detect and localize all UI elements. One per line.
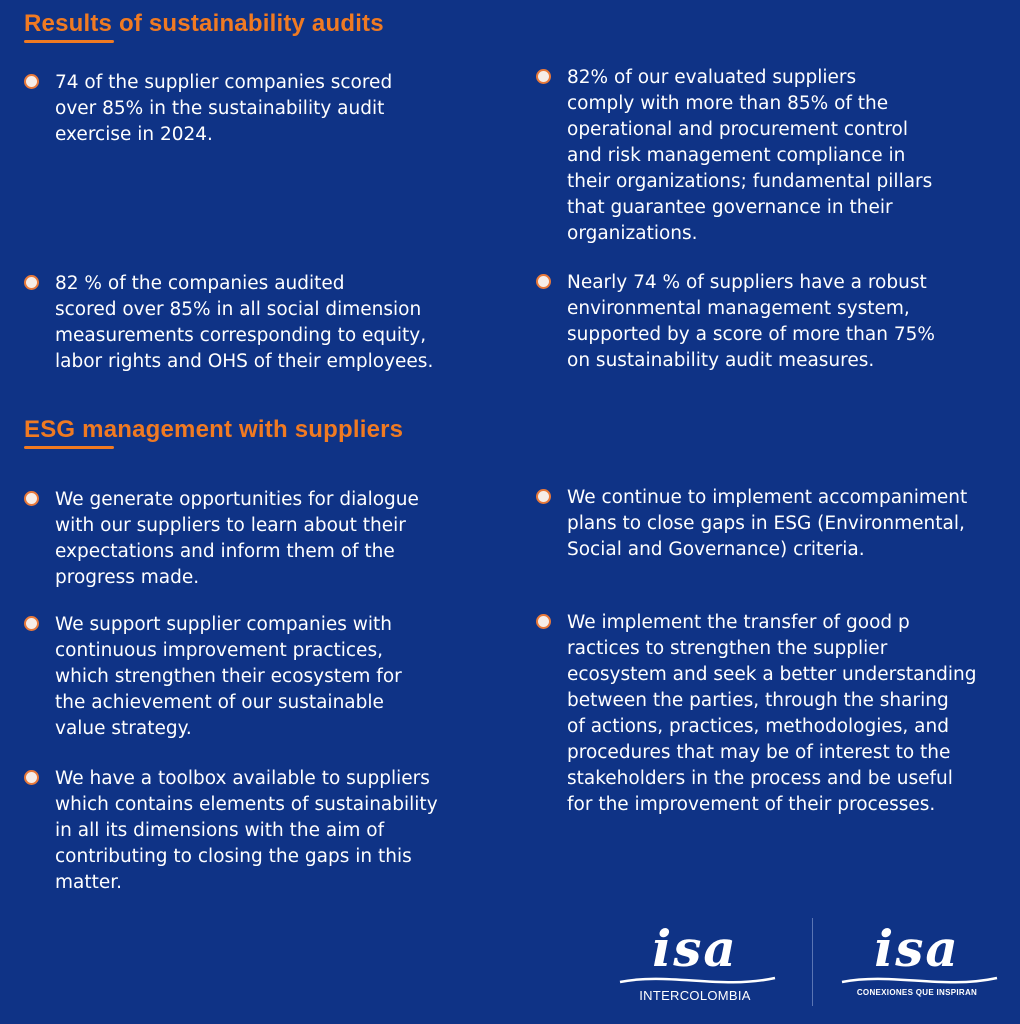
bullet-dot-icon: [24, 491, 39, 506]
list-item: [24, 70, 494, 148]
section-title-audits: Results of sustainability audits: [24, 10, 384, 37]
list-item: [24, 612, 504, 742]
list-item: [24, 271, 494, 375]
bullet-dot-icon: [24, 616, 39, 631]
list-item: [24, 487, 504, 591]
list-item: [536, 485, 1016, 563]
title-underline-audits: [24, 40, 114, 43]
logo-wordmark: isa: [652, 919, 738, 978]
bullet-dot-icon: [24, 275, 39, 290]
bullet-dot-icon: [24, 770, 39, 785]
bullet-text: We generate opportunities for dialogue with our suppliers to learn about their expectations and inform them of the progress made.: [55, 489, 419, 588]
title-underline-esg: [24, 446, 114, 449]
section-title-esg: ESG management with suppliers: [24, 416, 404, 443]
bullet-text: We continue to implement accompaniment plans to close gaps in ESG (Environmental, Social and Governance) criteria.: [567, 487, 968, 560]
bullet-dot-icon: [536, 274, 551, 289]
bullet-dot-icon: [536, 489, 551, 504]
logo-tagline: CONEXIONES QUE INSPIRAN: [856, 988, 978, 997]
bullet-text: We support supplier companies with continuous improvement practices, which strengthen their ecosystem for the achievement of our sustainable value strategy.: [55, 614, 402, 739]
logo-isa-intercolombia: [610, 919, 780, 1003]
bullet-text: 82 % of the companies audited scored over 85% in all social dimension measurements corresponding to equity, labor rights and OHS of their employees.: [55, 273, 434, 372]
logo-wordmark: isa: [874, 919, 960, 978]
logo-isa-conexiones: [832, 919, 1002, 997]
bullet-dot-icon: [536, 614, 551, 629]
list-item: [536, 270, 1016, 374]
bullet-text: We have a toolbox available to suppliers which contains elements of sustainability in all its dimensions with the aim of contributing to closing the gaps in this matter.: [55, 768, 438, 893]
bullet-text: 82% of our evaluated suppliers comply with more than 85% of the operational and procurement control and risk management compliance in their organizations; fundamental pillars that guarantee governance in their organizations.: [567, 67, 933, 244]
list-item: [536, 65, 1016, 247]
bullet-text: 74 of the supplier companies scored over 85% in the sustainability audit exercise in 2024.: [55, 72, 393, 145]
logo-divider: [812, 918, 813, 1006]
bullet-dot-icon: [536, 69, 551, 84]
bullet-dot-icon: [24, 74, 39, 89]
logo-subtitle: INTERCOLOMBIA: [639, 988, 751, 1003]
bullet-text: Nearly 74 % of suppliers have a robust environmental management system, supported by a score of more than 75% on sustainability audit measures.: [567, 272, 935, 371]
list-item: [24, 766, 504, 896]
list-item: [536, 610, 1016, 818]
bullet-text: We implement the transfer of good p ractices to strengthen the supplier ecosystem and seek a better understanding between the parties, through the sharing of actions, practices, methodologies, and procedures that may be of interest to the stakeholders in the process and be useful for the improvement of their processes.: [567, 612, 977, 815]
